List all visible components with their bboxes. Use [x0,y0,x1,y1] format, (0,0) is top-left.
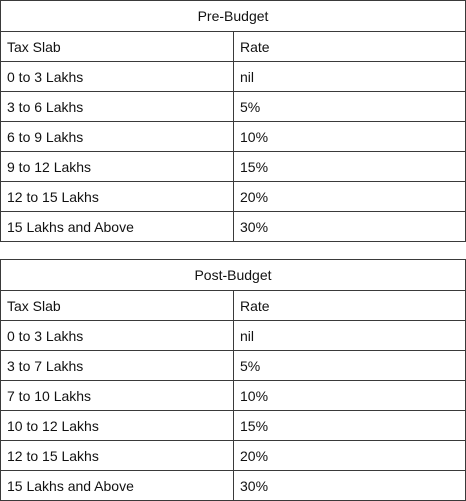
tax-slab-cell: 3 to 7 Lakhs [1,351,234,381]
column-header-rate: Rate [234,32,466,62]
table-row [1,152,466,182]
tax-slab-cell: 12 to 15 Lakhs [1,441,234,471]
table-row [1,411,466,441]
rate-cell: 10% [234,122,466,152]
tax-slab-cell: 12 to 15 Lakhs [1,182,234,212]
rate-cell: 10% [234,381,466,411]
tax-slab-cell: 15 Lakhs and Above [1,212,234,242]
rate-cell: 30% [234,471,466,501]
table-row [1,62,466,92]
table-caption-row [1,1,466,32]
column-header-tax-slab: Tax Slab [1,291,234,321]
table-row [1,381,466,411]
post-budget-table [0,259,466,501]
column-header-tax-slab: Tax Slab [1,32,234,62]
column-header-rate: Rate [234,291,466,321]
table-row [1,92,466,122]
rate-cell: nil [234,62,466,92]
rate-cell: 5% [234,92,466,122]
table-row [1,471,466,501]
tax-slab-cell: 0 to 3 Lakhs [1,321,234,351]
table-header-row [1,32,466,62]
table-row [1,122,466,152]
tax-slab-cell: 15 Lakhs and Above [1,471,234,501]
table-row [1,321,466,351]
tax-slab-cell: 6 to 9 Lakhs [1,122,234,152]
rate-cell: nil [234,321,466,351]
tax-slab-cell: 3 to 6 Lakhs [1,92,234,122]
tax-slab-cell: 0 to 3 Lakhs [1,62,234,92]
rate-cell: 5% [234,351,466,381]
pre-budget-table [0,0,466,242]
rate-cell: 20% [234,182,466,212]
post-budget-title: Post-Budget [1,260,466,291]
tax-slab-cell: 9 to 12 Lakhs [1,152,234,182]
tax-slab-cell: 7 to 10 Lakhs [1,381,234,411]
rate-cell: 15% [234,411,466,441]
table-row [1,351,466,381]
table-header-row [1,291,466,321]
tax-slab-cell: 10 to 12 Lakhs [1,411,234,441]
table-row [1,441,466,471]
rate-cell: 20% [234,441,466,471]
rate-cell: 30% [234,212,466,242]
table-caption-row [1,260,466,291]
table-row [1,212,466,242]
rate-cell: 15% [234,152,466,182]
table-row [1,182,466,212]
pre-budget-title: Pre-Budget [1,1,466,32]
